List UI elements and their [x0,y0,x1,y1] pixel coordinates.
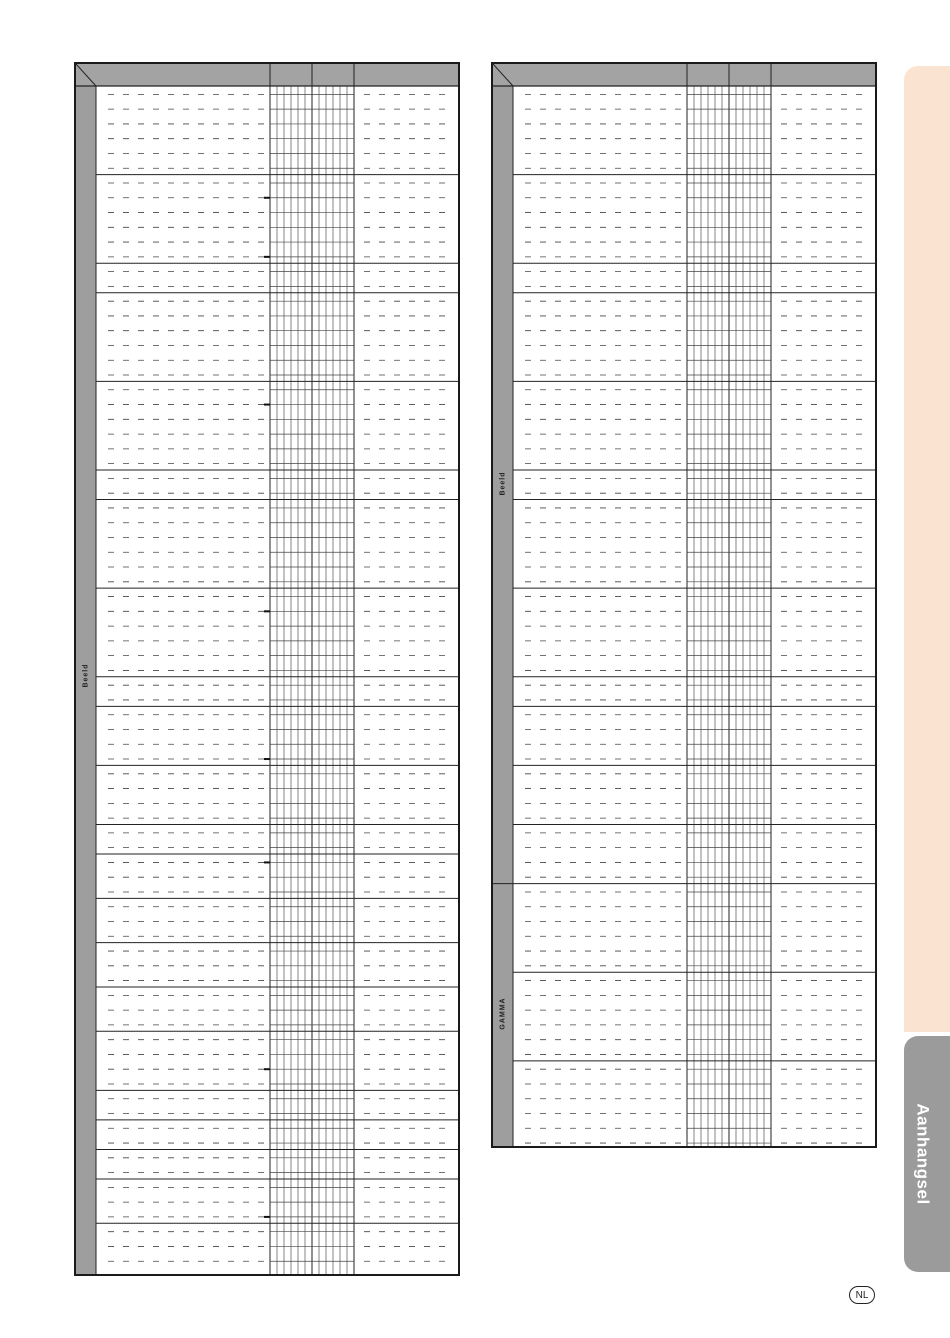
settings-table-right [491,62,877,1148]
group-label-beeld: Beeld [82,663,90,688]
header-band [493,64,875,86]
chapter-tab-label: Aanhangsel [914,1103,934,1205]
group-label-beeld: Beeld [499,471,507,496]
group-label-gamma: GAMMA [499,997,507,1030]
table-grid-left [76,64,458,1274]
settings-table-left [74,62,460,1276]
group-column [493,86,513,1146]
language-badge: NL [849,1286,875,1304]
table-grid-right [493,64,875,1146]
header-band [76,64,458,86]
chapter-tab-aanhangsel[interactable] [904,1036,950,1272]
chapter-tab-active [904,66,950,1032]
